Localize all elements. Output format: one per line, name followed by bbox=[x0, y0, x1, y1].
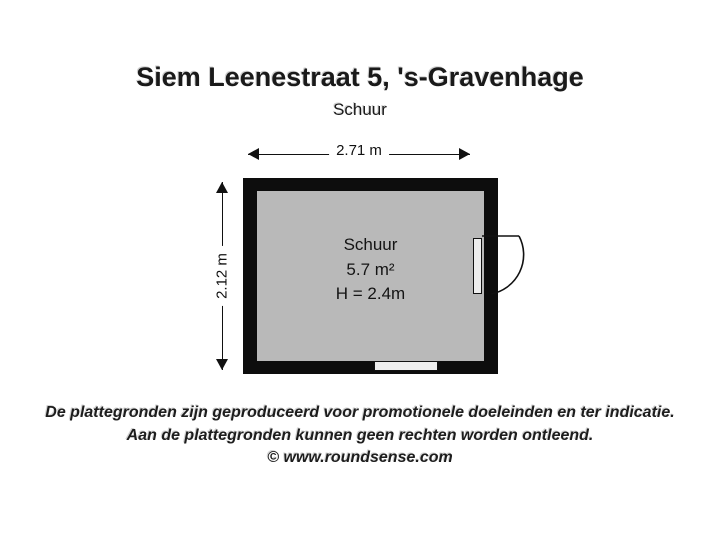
arrow-right-icon bbox=[459, 148, 470, 160]
door-swing-arc-icon bbox=[481, 234, 535, 298]
dimension-height-label: 2.12 m bbox=[214, 246, 231, 306]
footer-disclaimer bbox=[0, 402, 720, 470]
footer-line-2: Aan de plattegronden kunnen geen rechten worden ontleend. bbox=[126, 426, 594, 444]
dimension-height bbox=[208, 182, 236, 370]
floorplan-drawing bbox=[243, 178, 498, 374]
arrow-down-icon bbox=[216, 359, 228, 370]
arrow-left-icon bbox=[248, 148, 259, 160]
room-label-group bbox=[257, 233, 484, 307]
room-height: H = 2.4m bbox=[335, 284, 406, 304]
dimension-width bbox=[248, 140, 470, 168]
footer-line-1: De plattegronden zijn geproduceerd voor promotionele doeleinden en ter indicatie. bbox=[45, 404, 675, 421]
outer-wall bbox=[243, 178, 498, 374]
room-name: Schuur bbox=[343, 235, 398, 254]
window-icon bbox=[374, 361, 438, 371]
dimension-width-label: 2.71 m bbox=[329, 142, 389, 159]
room-area: 5.7 m² bbox=[346, 259, 395, 279]
page-title: Siem Leenestraat 5, 's-Gravenhage bbox=[136, 62, 584, 92]
footer-copyright: © www.roundsense.com bbox=[267, 449, 453, 467]
arrow-up-icon bbox=[216, 182, 228, 193]
page-subtitle: Schuur bbox=[333, 100, 387, 119]
